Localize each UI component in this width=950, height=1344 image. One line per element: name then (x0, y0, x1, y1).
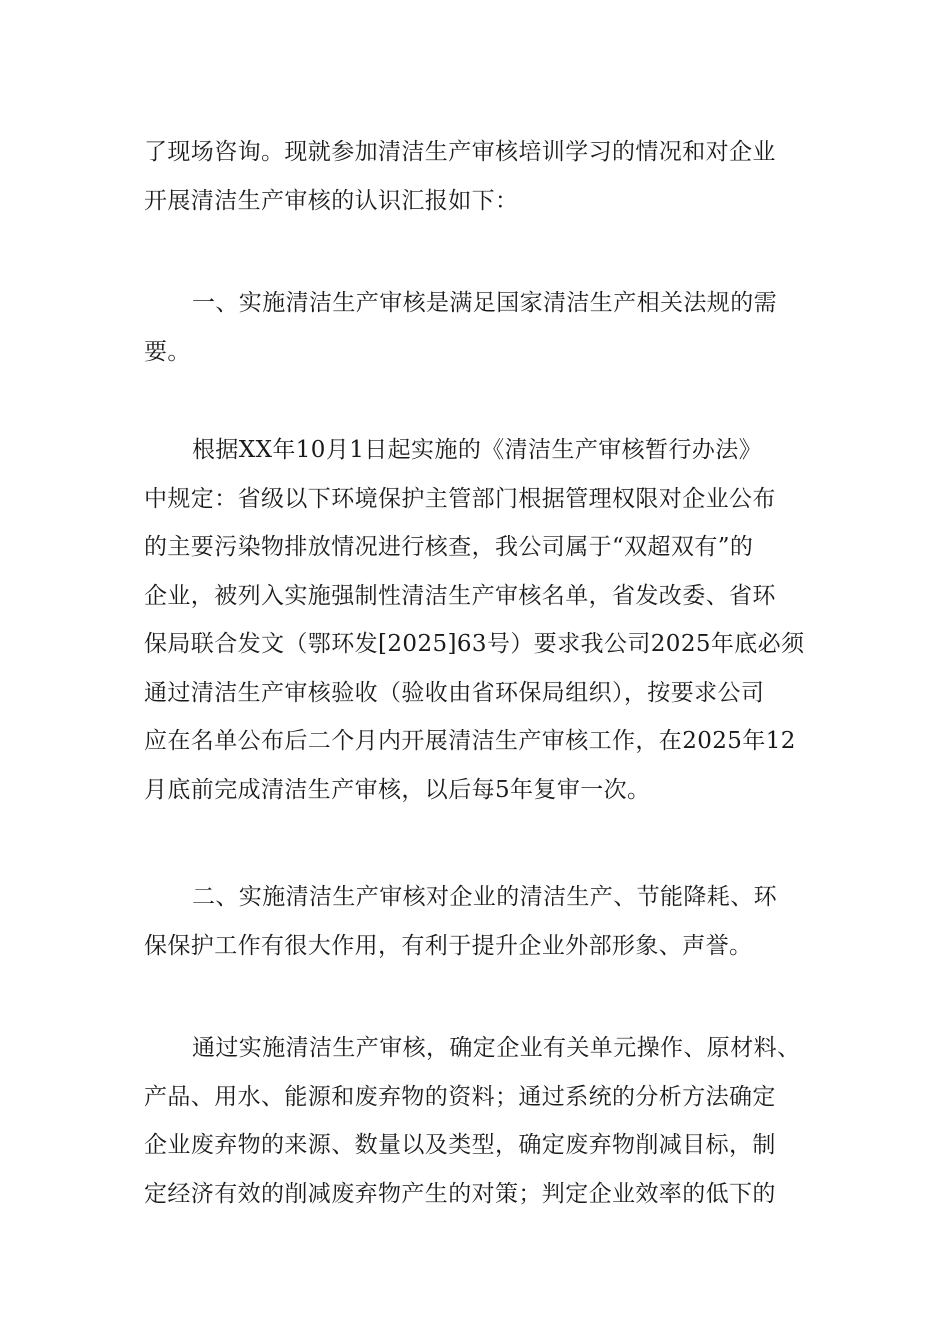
text-line: 通过清洁生产审核验收（验收由省环保局组织），按要求公司 (144, 679, 765, 706)
text-line: 中规定：省级以下环境保护主管部门根据管理权限对企业公布 (144, 485, 776, 512)
text-line: 定经济有效的削减废弃物产生的对策；判定企业效率的低下的 (144, 1180, 776, 1207)
text-line: 月底前完成清洁生产审核，以后每5年复审一次。 (144, 776, 651, 803)
text-line: 根据XX年10月1日起实施的《清洁生产审核暂行办法》 (192, 437, 763, 463)
text-line: 通过实施清洁生产审核，确定企业有关单元操作、原材料、 (192, 1035, 801, 1061)
text-line: 要。 (144, 338, 191, 365)
section-heading-one (144, 279, 814, 376)
text-line: 了现场咨询。现就参加清洁生产审核培训学习的情况和对企业 (144, 139, 776, 165)
text-line: 的主要污染物排放情况进行核查，我公司属于“双超双有”的 (144, 534, 754, 560)
text-line: 保局联合发文（鄂环发[2025]63号）要求我公司2025年底必须 (144, 631, 805, 657)
text-line: 企业，被列入实施强制性清洁生产审核名单，省发改委、省环 (144, 582, 776, 609)
paragraph-audit-benefits (144, 1024, 814, 1218)
text-line: 企业废弃物的来源、数量以及类型，确定废弃物削减目标，制 (144, 1132, 776, 1158)
text-line: 开展清洁生产审核的认识汇报如下： (144, 187, 519, 214)
text-line: 保保护工作有很大作用，有利于提升企业外部形象、声誉。 (144, 932, 753, 959)
text-line: 应在名单公布后二个月内开展清洁生产审核工作，在2025年12 (144, 728, 796, 754)
paragraph-intro-continuation (144, 128, 814, 225)
section-heading-two (144, 873, 814, 970)
text-line: 二、实施清洁生产审核对企业的清洁生产、节能降耗、环 (192, 884, 777, 910)
text-line: 产品、用水、能源和废弃物的资料；通过系统的分析方法确定 (144, 1083, 776, 1110)
text-line: 一、实施清洁生产审核是满足国家清洁生产相关法规的需 (192, 290, 777, 316)
paragraph-regulation (144, 426, 814, 814)
